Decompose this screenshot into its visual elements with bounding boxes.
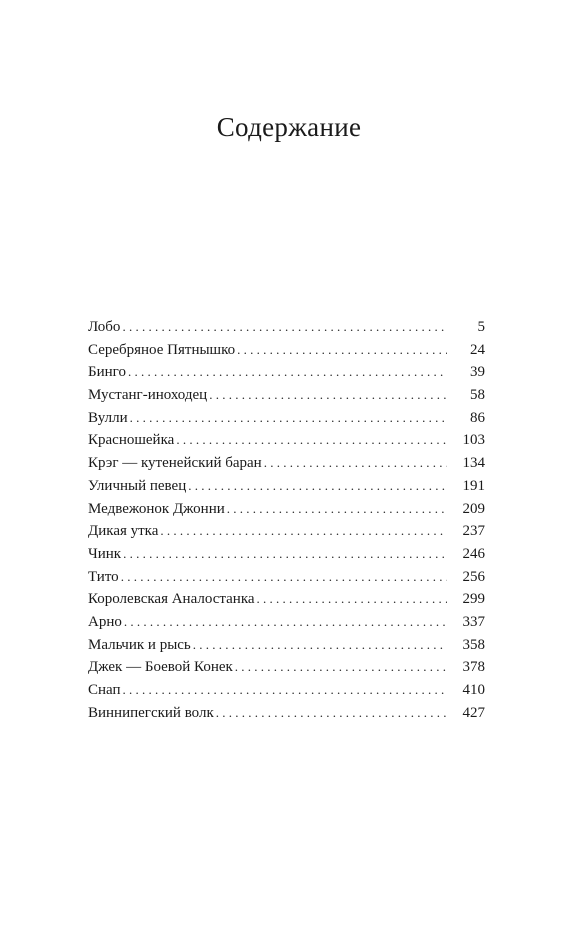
toc-entry-title: Вулли xyxy=(88,409,128,426)
toc-entry[interactable] xyxy=(88,656,485,679)
table-of-contents xyxy=(88,316,485,724)
toc-entry-title: Снап xyxy=(88,682,121,698)
toc-entry[interactable] xyxy=(88,407,485,430)
toc-entry-page: 410 xyxy=(462,682,485,698)
dot-leader xyxy=(122,316,447,339)
toc-entry-page: 5 xyxy=(477,319,485,335)
toc-entry-title: Мустанг-иноходец xyxy=(88,387,208,404)
dot-leader xyxy=(176,429,447,452)
toc-entry-page: 237 xyxy=(462,523,485,540)
toc-entry-title: Бинго xyxy=(88,364,126,381)
toc-entry[interactable] xyxy=(88,634,485,657)
dot-leader xyxy=(209,384,447,407)
toc-entry-page: 58 xyxy=(470,387,485,404)
dot-leader xyxy=(264,452,447,475)
toc-entry-page: 358 xyxy=(462,636,485,653)
dot-leader xyxy=(237,339,447,362)
toc-entry[interactable] xyxy=(88,543,485,566)
toc-entry-page: 24 xyxy=(470,341,485,358)
toc-entry-page: 427 xyxy=(462,704,485,721)
toc-entry-title: Красношейка xyxy=(88,432,175,449)
toc-entry-title: Крэг — кутенейский баран xyxy=(88,455,262,472)
toc-entry[interactable] xyxy=(88,429,485,452)
toc-entry-page: 299 xyxy=(462,591,485,608)
toc-entry-page: 191 xyxy=(462,477,485,494)
toc-entry-title: Серебряное Пятнышко xyxy=(88,341,236,358)
toc-entry[interactable] xyxy=(88,452,485,475)
toc-entry-page: 86 xyxy=(470,409,485,426)
toc-entry[interactable] xyxy=(88,611,485,634)
dot-leader xyxy=(160,520,447,543)
toc-entry[interactable] xyxy=(88,316,485,339)
dot-leader xyxy=(227,498,447,521)
toc-entry-title: Джек — Боевой Конек xyxy=(88,659,233,676)
toc-entry-page: 246 xyxy=(462,545,485,562)
dot-leader xyxy=(216,702,447,725)
toc-entry-title: Дикая утка xyxy=(88,523,159,540)
toc-entry[interactable] xyxy=(88,679,485,702)
toc-entry[interactable] xyxy=(88,498,485,521)
toc-entry[interactable] xyxy=(88,588,485,611)
toc-entry-page: 209 xyxy=(462,500,485,517)
toc-entry-title: Тито xyxy=(88,568,119,585)
toc-entry[interactable] xyxy=(88,702,485,725)
toc-entry-page: 337 xyxy=(462,613,485,630)
toc-entry-title: Королевская Аналостанка xyxy=(88,591,255,608)
toc-entry-page: 134 xyxy=(462,455,485,472)
toc-entry[interactable] xyxy=(88,475,485,498)
dot-leader xyxy=(121,566,447,589)
dot-leader xyxy=(257,588,447,611)
dot-leader xyxy=(123,543,447,566)
toc-entry[interactable] xyxy=(88,566,485,589)
toc-entry-title: Уличный певец xyxy=(88,477,187,494)
toc-entry[interactable] xyxy=(88,361,485,384)
dot-leader xyxy=(188,475,447,498)
toc-entry[interactable] xyxy=(88,339,485,362)
toc-entry-title: Медвежонок Джонни xyxy=(88,500,225,517)
dot-leader xyxy=(124,611,447,634)
toc-entry-page: 256 xyxy=(462,568,485,585)
dot-leader xyxy=(130,407,447,430)
dot-leader xyxy=(128,361,447,384)
toc-entry-page: 378 xyxy=(462,659,485,676)
toc-entry-page: 39 xyxy=(470,364,485,381)
toc-entry-title: Арно xyxy=(88,613,122,630)
dot-leader xyxy=(193,634,447,657)
page-title: Содержание xyxy=(216,112,362,142)
dot-leader xyxy=(235,656,447,679)
toc-entry-title: Виннипегский волк xyxy=(88,704,214,721)
dot-leader xyxy=(123,679,447,702)
toc-entry[interactable] xyxy=(88,520,485,543)
toc-entry-title: Лобо xyxy=(88,319,121,335)
toc-entry-title: Мальчик и рысь xyxy=(88,636,191,653)
toc-entry-title: Чинк xyxy=(88,545,122,562)
toc-entry[interactable] xyxy=(88,384,485,407)
toc-entry-page: 103 xyxy=(462,432,485,449)
